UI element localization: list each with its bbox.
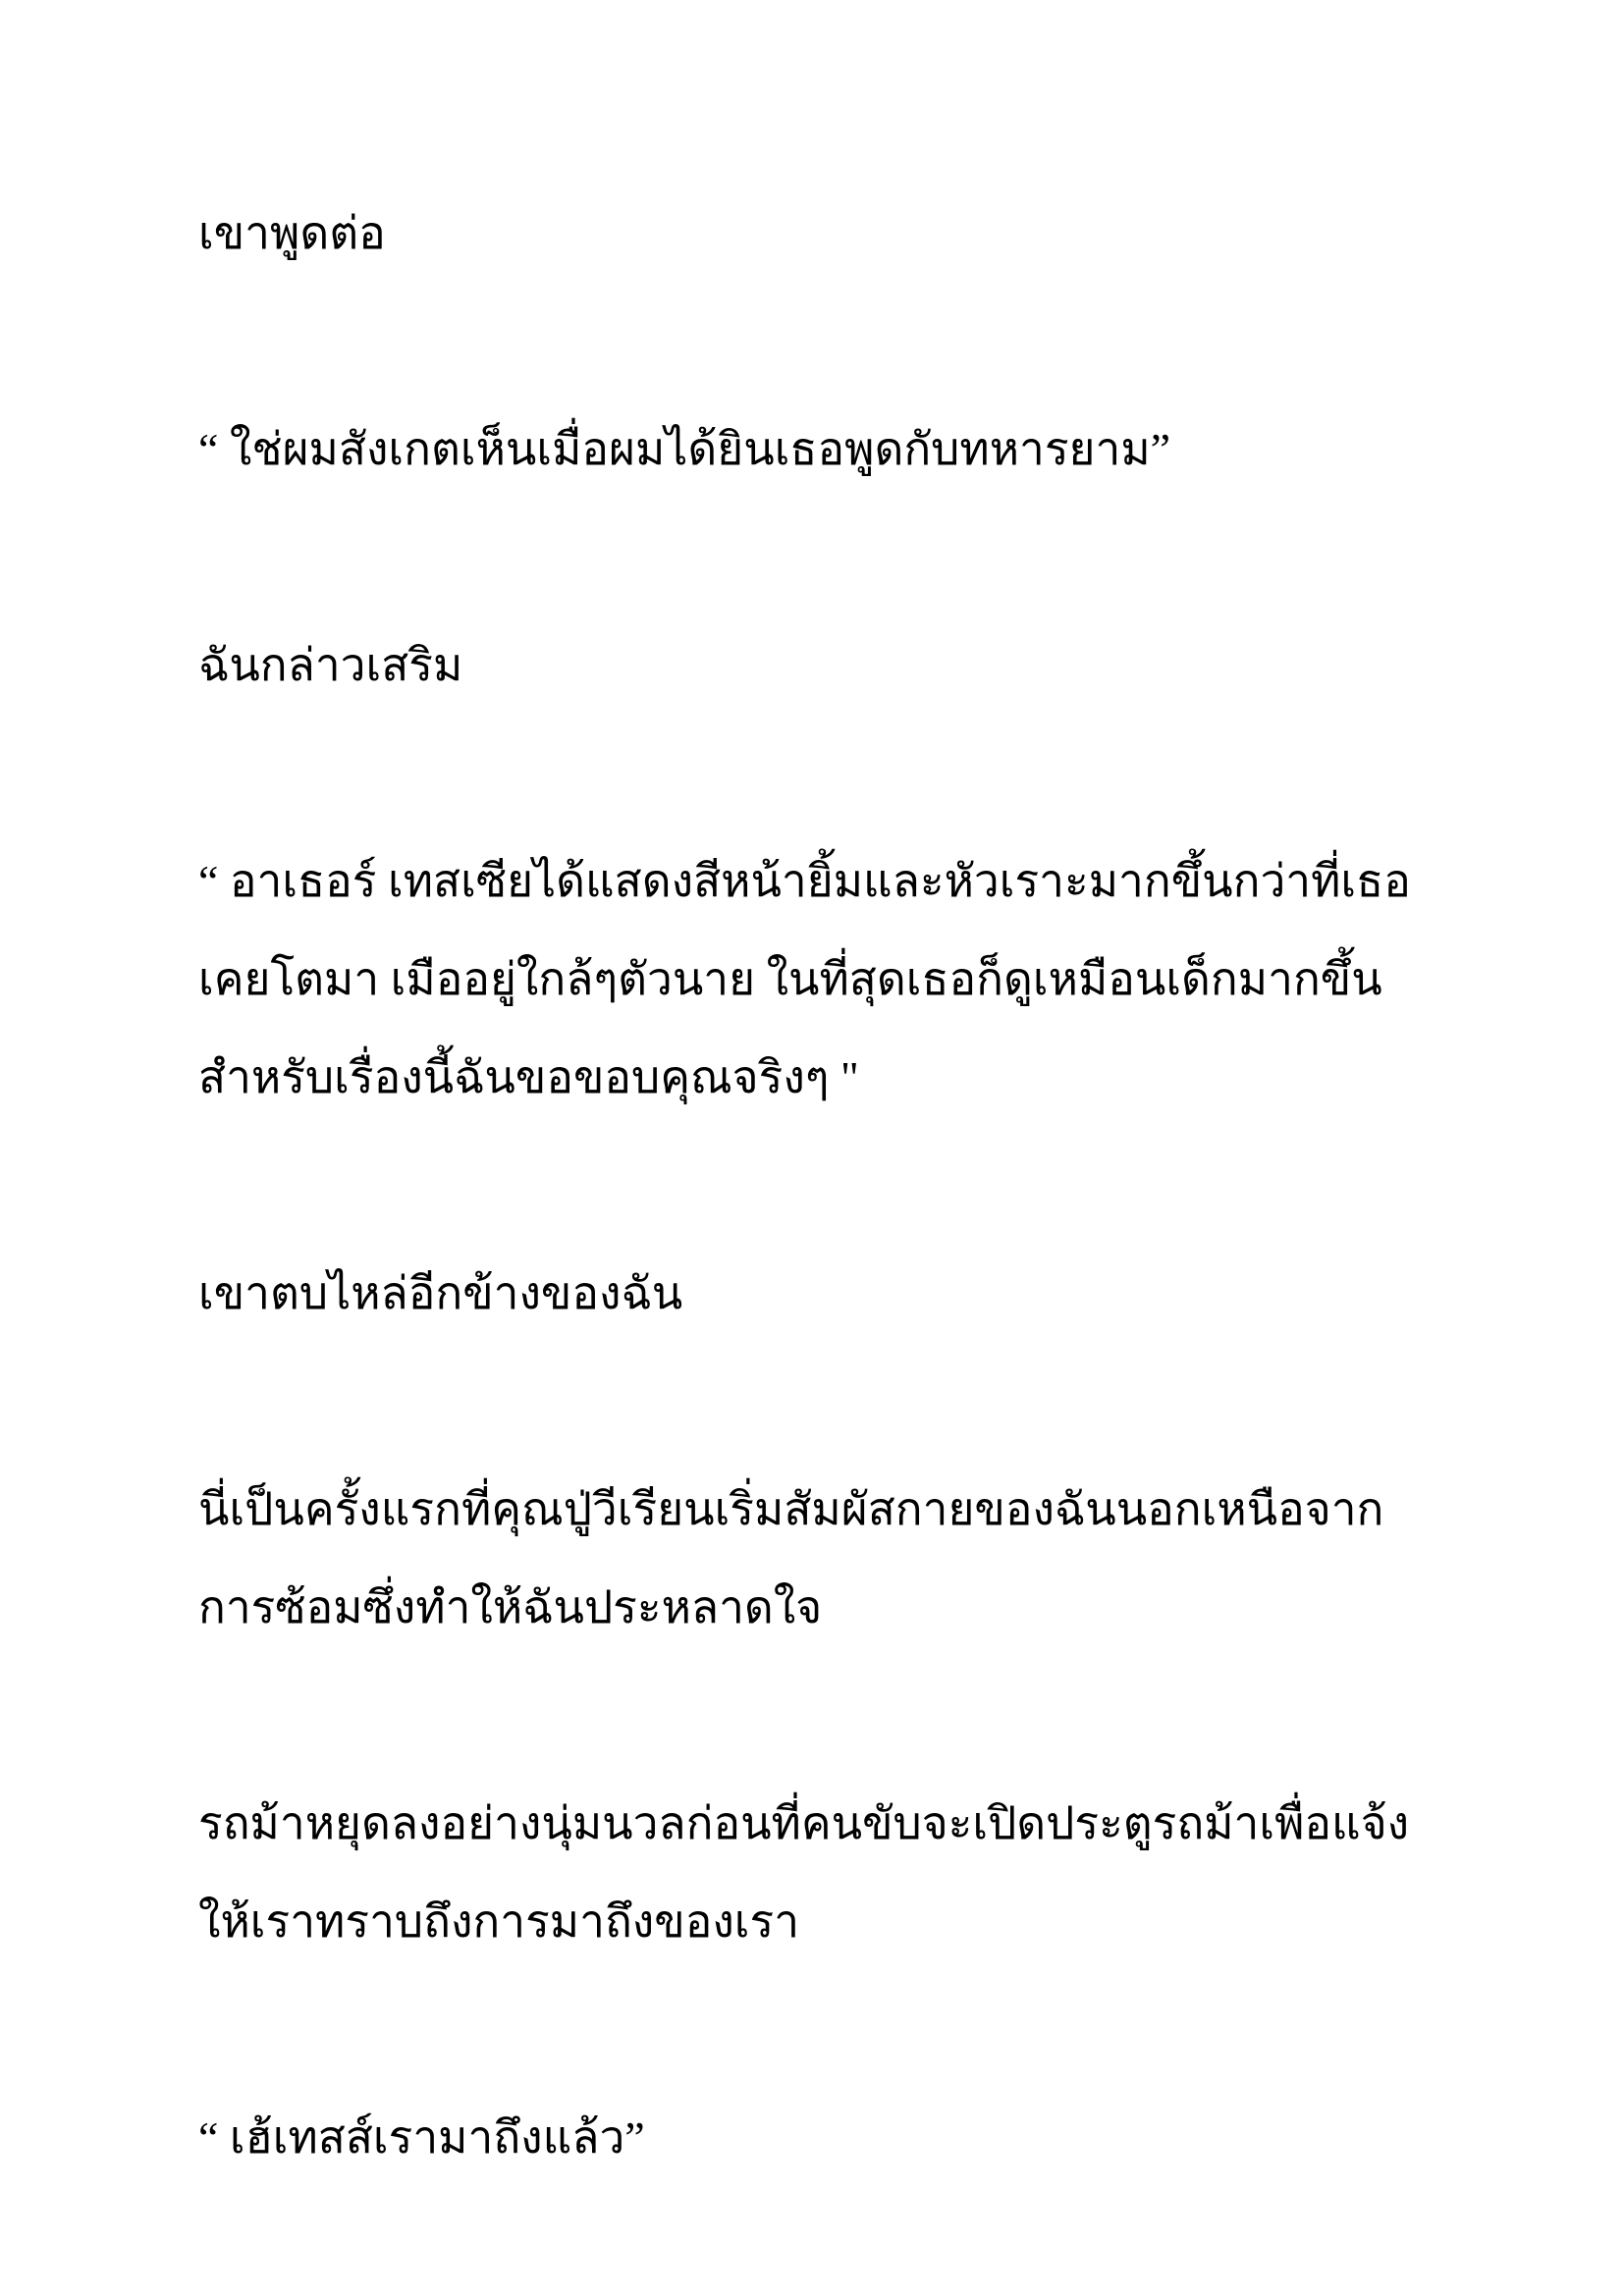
paragraph-dialogue-2: “ อาเธอร์ เทสเซียได้แสดงสีหน้ายิ้มและหัวเราะมากขึ้นกว่าที่เธอเคยโตมา เมืออยู่ใกล้ๆตัวนาย ในที่สุดเธอก็ดูเหมือนเด็กมากขึ้น สำหรับเรื่องนี้ฉันขอขอบคุณจริงๆ " xyxy=(198,856,1411,1102)
paragraph-dialogue-3: “ เฮ้เทสส์เรามาถึงแล้ว” xyxy=(198,2112,645,2163)
paragraph-narration-3: เขาตบไหล่อีกข้างของฉัน xyxy=(198,1268,683,1318)
paragraph-narration-2: ฉันกล่าวเสริม xyxy=(198,640,463,690)
paragraph-narration-1: เขาพูดต่อ xyxy=(198,208,386,258)
paragraph-dialogue-1: “ ใช่ผมสังเกตเห็นเมื่อผมได้ยินเธอพูดกับทหารยาม” xyxy=(198,424,1171,474)
paragraph-narration-4: นี่เป็นครั้งแรกที่คุณปู่วีเรียนเริ่มสัมผัสกายของฉันนอกเหนือจากการซ้อมซึ่งทำให้ฉันประหลาดใจ xyxy=(198,1484,1384,1632)
paragraph-narration-5: รถม้าหยุดลงอย่างนุ่มนวลก่อนที่คนขับจะเปิดประตูรถม้าเพื่อแจ้งให้เราทราบถึงการมาถึงของเรา xyxy=(198,1798,1410,1947)
